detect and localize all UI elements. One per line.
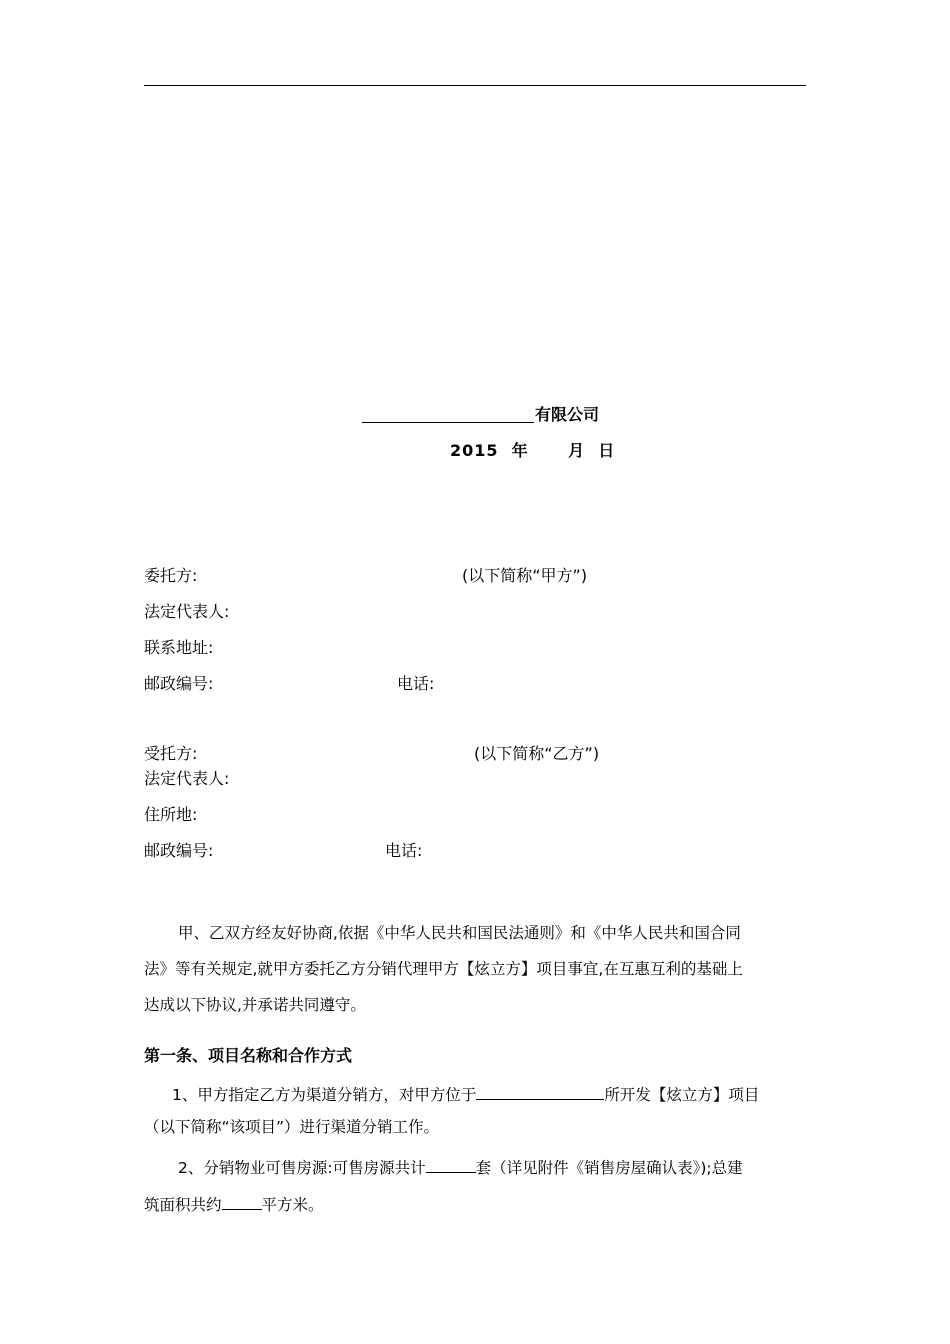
article-1-item-2-line-2 <box>144 1194 324 1214</box>
party-a-address-label: 联系地址: <box>144 638 214 657</box>
project-location-blank <box>476 1084 604 1100</box>
party-a-phone-label: 电话: <box>397 674 435 693</box>
party-b-address-label: 住所地: <box>144 805 198 824</box>
party-b-phone-label: 电话: <box>385 841 423 860</box>
article-1-item-1-line-2: （以下简称“该项目”）进行渠道分销工作。 <box>144 1118 440 1136</box>
article-1-item-2-line-2-text-b: 平方米。 <box>261 1196 324 1214</box>
intro-line-1: 甲、乙双方经友好协商,依据《中华人民共和国民法通则》和《中华人民共和国合同 <box>178 924 741 942</box>
article-1-heading: 第一条、项目名称和合作方式 <box>144 1046 353 1065</box>
article-1-item-2-line-2-text-a: 筑面积共约 <box>144 1196 222 1214</box>
party-b-entrust-label: 受托方: <box>144 744 198 763</box>
intro-line-2: 法》等有关规定,就甲方委托乙方分销代理甲方【炫立方】项目事宜,在互惠互利的基础上 <box>144 960 743 978</box>
company-suffix: 有限公司 <box>535 405 600 424</box>
article-1-item-1-text-b: 所开发【炫立方】项目 <box>604 1086 760 1104</box>
article-1-item-2 <box>178 1157 743 1177</box>
party-a-alias-note: (以下简称“甲方”) <box>462 566 588 585</box>
party-a-entrust-label: 委托方: <box>144 566 198 585</box>
unit-count-blank <box>426 1157 476 1173</box>
total-area-blank <box>222 1194 262 1210</box>
party-b-alias-note: (以下简称“乙方”) <box>474 744 600 763</box>
intro-line-3: 达成以下协议,并承诺共同遵守。 <box>144 996 366 1014</box>
article-1-item-1 <box>172 1084 759 1104</box>
header-rule <box>144 85 806 86</box>
party-b-legal-rep-label: 法定代表人: <box>144 769 230 788</box>
party-b-postcode-label: 邮政编号: <box>144 841 214 860</box>
article-1-item-2-text-b: 套（详见附件《销售房屋确认表》);总建 <box>475 1159 743 1177</box>
article-1-item-1-text-a: 1、甲方指定乙方为渠道分销方，对甲方位于 <box>172 1086 477 1104</box>
contract-date: 2015 年 月 日 <box>450 441 616 460</box>
company-name-blank <box>362 422 534 423</box>
party-a-legal-rep-label: 法定代表人: <box>144 602 230 621</box>
party-a-postcode-label: 邮政编号: <box>144 674 214 693</box>
article-1-item-2-text-a: 2、分销物业可售房源:可售房源共计 <box>178 1159 426 1177</box>
